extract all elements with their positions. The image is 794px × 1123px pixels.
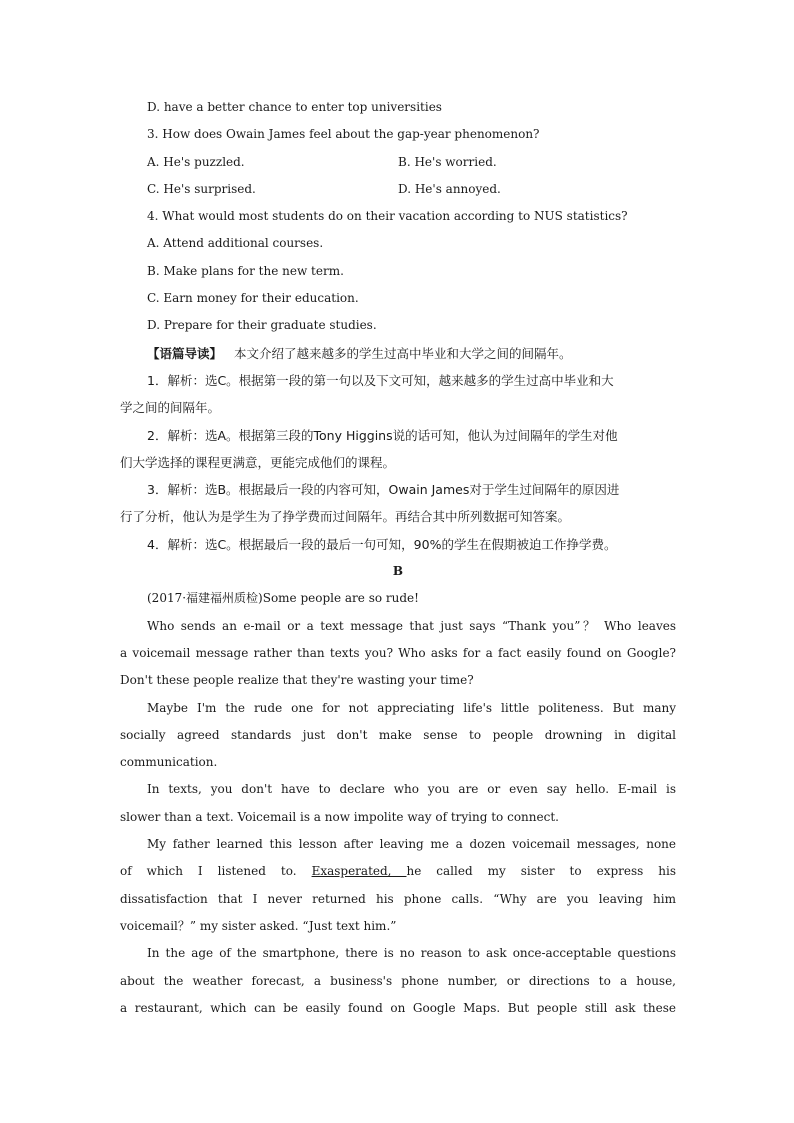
q3-stem: 3. How does Owain James feel about the gap-year phenomenon? (147, 127, 540, 142)
analysis-4-line-1: 4．解析：选C。根据最后一段的最后一句可知，90%的学生在假期被迫工作挣学费。 (147, 536, 617, 552)
paragraph-4-line-2-end: he called my sister to express his (406, 864, 677, 879)
paragraph-3-line-1: In texts, you don't have to declare who you are or even say hello. E-mail is (147, 782, 676, 797)
paragraph-4-line-2-start: of which I listened to. (120, 864, 297, 879)
passage-guide (120, 340, 676, 367)
paragraph-2-line-2: socially agreed standards just don't make sense to people drowning in digital (120, 727, 676, 742)
analysis-1-line-1: 1．解析：选C。根据第一段的第一句以及下文可知，越来越多的学生过高中毕业和大 (147, 372, 614, 388)
analysis-2-line-1: 2．解析：选A。根据第三段的Tony Higgins说的话可知，他认为过间隔年的学生对他 (147, 427, 618, 443)
paragraph-4-line-2 (120, 858, 676, 885)
document-page (120, 94, 676, 1022)
q2-option-d: D. have a better chance to enter top universities (147, 100, 442, 114)
paragraph-4-line-4: voicemail？” my sister asked. “Just text him.” (120, 918, 397, 933)
q3-option-a: A. He's puzzled. (147, 154, 245, 169)
q3-option-b: B. He's worried. (398, 154, 497, 169)
guide-label: 【语篇导读】 (147, 345, 223, 361)
analysis-1-line-2: 学之间的间隔年。 (120, 400, 221, 416)
q3-options-row-2 (120, 176, 676, 203)
paragraph-5-line-2: about the weather forecast, a business's phone number, or directions to a house, (120, 973, 676, 988)
q4-option-c: C. Earn money for their education. (147, 291, 359, 306)
passage-source: (2017·福建福州质检)Some people are so rude! (147, 591, 419, 606)
paragraph-1-line-3: Don't these people realize that they're wasting your time? (120, 673, 474, 688)
q3-option-d: D. He's annoyed. (398, 181, 501, 196)
paragraph-4-line-3: dissatisfaction that I never returned his phone calls. “Why are you leaving him (120, 891, 676, 906)
q4-option-b: B. Make plans for the new term. (147, 263, 344, 278)
paragraph-1-line-1: Who sends an e-mail or a text message that just says “Thank you”？ Who leaves (147, 618, 676, 633)
underlined-word-exasperated: Exasperated, (311, 864, 407, 879)
paragraph-1-line-2: a voicemail message rather than texts you? Who asks for a fact easily found on Google? (120, 645, 676, 660)
section-heading-b: B (392, 564, 404, 579)
paragraph-4-line-1: My father learned this lesson after leaving me a dozen voicemail messages, none (147, 837, 676, 852)
paragraph-2-line-3: communication. (120, 755, 218, 770)
analysis-3-line-1: 3．解析：选B。根据最后一段的内容可知，Owain James对于学生过间隔年的原因进 (147, 482, 620, 498)
q3-option-c: C. He's surprised. (147, 181, 256, 196)
q3-options-row-1 (120, 149, 676, 176)
paragraph-3-line-2: slower than a text. Voicemail is a now impolite way of trying to connect. (120, 809, 559, 824)
guide-text: 本文介绍了越来越多的学生过高中毕业和大学之间的间隔年。 (233, 345, 572, 361)
paragraph-5-line-1: In the age of the smartphone, there is no reason to ask once-acceptable questions (147, 946, 676, 961)
q4-stem: 4. What would most students do on their vacation according to NUS statistics? (147, 209, 628, 224)
analysis-2-line-2: 们大学选择的课程更满意，更能完成他们的课程。 (120, 454, 396, 470)
paragraph-5-line-3: a restaurant, which can be easily found on Google Maps. But people still ask these (120, 1000, 676, 1015)
paragraph-2-line-1: Maybe I'm the rude one for not appreciating life's little politeness. But many (147, 700, 676, 715)
q4-option-a: A. Attend additional courses. (147, 236, 324, 251)
analysis-3-line-2: 行了分析，他认为是学生为了挣学费而过间隔年。再结合其中所列数据可知答案。 (120, 509, 571, 525)
q4-option-d: D. Prepare for their graduate studies. (147, 318, 377, 333)
